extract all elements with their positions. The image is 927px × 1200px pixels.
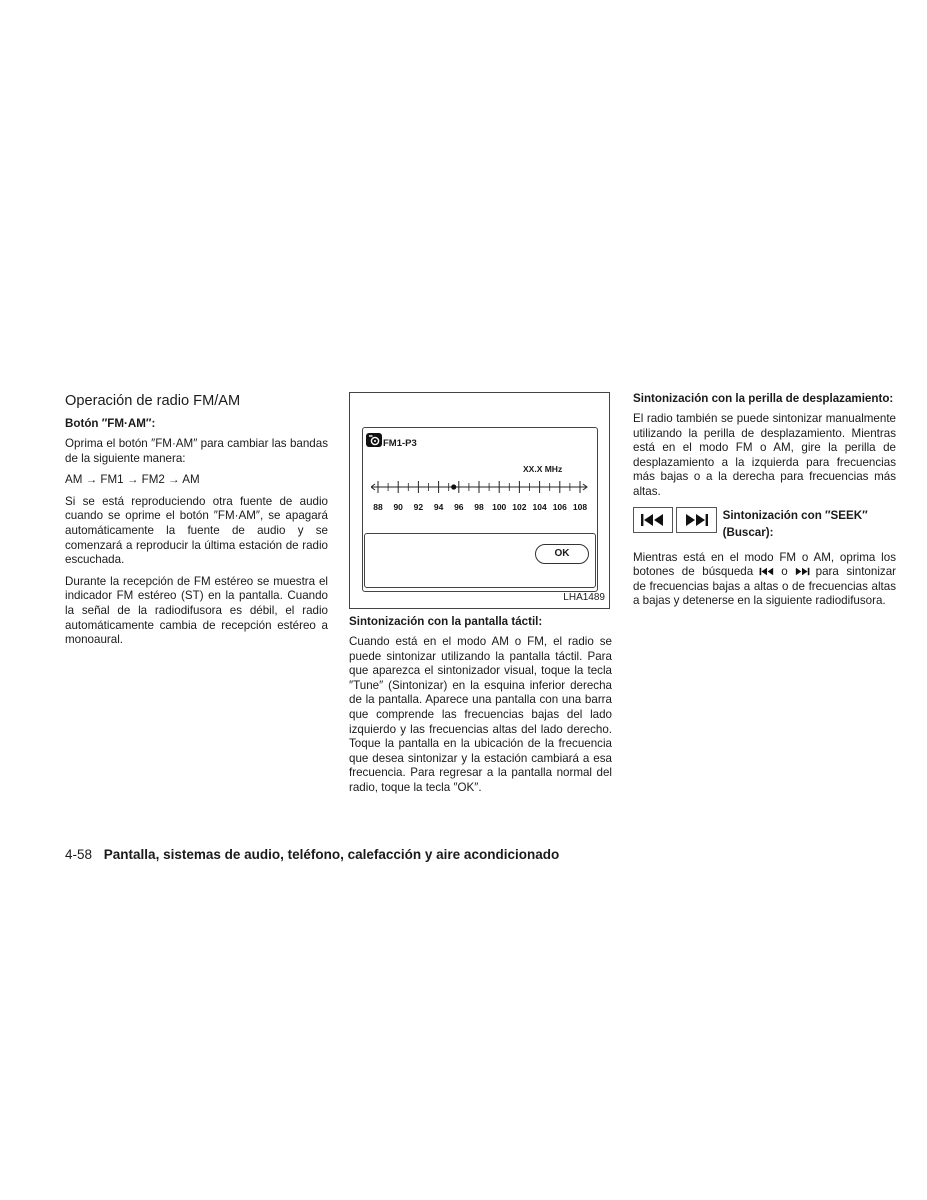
scale-label: 96 [454, 502, 464, 512]
column-touch-tuning [349, 392, 612, 803]
seek-back-icon [759, 567, 775, 576]
ok-panel [364, 533, 596, 588]
scale-label: 100 [492, 502, 507, 512]
seek-back-icon [640, 514, 666, 526]
ok-button[interactable]: OK [535, 544, 589, 564]
radio-source-icon [365, 432, 383, 448]
column-fm-am-operation [65, 392, 328, 655]
tuner-figure [349, 392, 610, 609]
figure-id: LHA1489 [563, 592, 605, 604]
subhead-knob-tuning: Sintonización con la perilla de desplazamiento: [633, 392, 894, 405]
section-title: Operación de radio FM/AM [65, 393, 241, 409]
scale-label: 98 [474, 502, 484, 512]
tuner-screen [362, 427, 598, 592]
seek-paragraph: Mientras está en el modo FM o AM, oprima los botones de búsqueda o para sintonizar de frecuencias bajas a altas o de frecuencias altas a bajas y detenerse en la siguiente radiodifusora. [633, 550, 897, 608]
scale-label: 92 [413, 502, 424, 512]
scale-label: 88 [373, 502, 383, 512]
seek-header [633, 507, 896, 541]
subhead-fm-am-button: Botón ″FM·AM″: [65, 417, 156, 430]
seek-forward-button [676, 507, 716, 533]
scale-label: 102 [512, 502, 527, 512]
paragraph: Durante la recepción de FM estéreo se muestra el indicador FM estéreo (ST) en la pantalla. Cuando la señal de la radiodifusora es débil, el radio automáticamente cambia de recepción estéreo a monoaural. [65, 574, 328, 647]
seek-back-button [633, 507, 673, 533]
scale-label: 104 [532, 502, 547, 512]
paragraph: Oprima el botón ″FM·AM″ para cambiar las bandas de la siguiente manera: [65, 437, 328, 465]
paragraph: Cuando está en el modo AM o FM, el radio se puede sintonizar utilizando la pantalla táctil. Para que aparezca el sintonizador visual, toque la tecla ″Tune″ (Sintonizar) en la esquina inferior derecha de la pantalla. Aparece una pantalla con una barra que comprende las frecuencias bajas del lado izquierdo y las frecuencias altas del lado derecho. Toque la pantalla en la ubicación de la frecuencia que desea sintonizar y la estación cambiará a esa frecuencia. Para regresar a la pantalla normal del radio, toque la tecla ″OK″. [349, 635, 612, 794]
seek-forward-icon [683, 514, 709, 526]
scale-label: 90 [393, 502, 403, 512]
paragraph: Si se está reproduciendo otra fuente de audio cuando se oprime el botón ″FM·AM″, se apagará automáticamente la fuente de audio y se comenzará a reproducir la última estación de radio escuchada. [65, 494, 328, 567]
scale-label: 94 [433, 502, 444, 512]
column-knob-seek [633, 392, 896, 616]
page-number: 4-58 [65, 847, 93, 862]
frequency-label: XX.X MHz [523, 464, 563, 474]
band-label: FM1-P3 [383, 438, 417, 449]
tuning-marker [451, 484, 456, 489]
band-sequence: AM → FM1 → FM2 → AM [65, 473, 200, 487]
page-footer [65, 847, 559, 862]
paragraph: El radio también se puede sintonizar manualmente utilizando la perilla de desplazamiento. Mientras está en el modo FM o AM, gire la perilla de desplazamiento a la izquierda para frecuencias más bajas o a la derecha para frecuencias más altas. [633, 412, 896, 498]
subhead-seek: Sintonización con ″SEEK″ (Buscar): [722, 508, 868, 539]
chapter-title: Pantalla, sistemas de audio, teléfono, calefacción y aire acondicionado [103, 847, 560, 862]
scale-label: 106 [552, 502, 567, 512]
seek-forward-icon [794, 567, 810, 576]
frequency-scale[interactable] [371, 476, 591, 516]
scale-label: 108 [572, 502, 588, 512]
subhead-touch-tuning: Sintonización con la pantalla táctil: [349, 615, 543, 628]
